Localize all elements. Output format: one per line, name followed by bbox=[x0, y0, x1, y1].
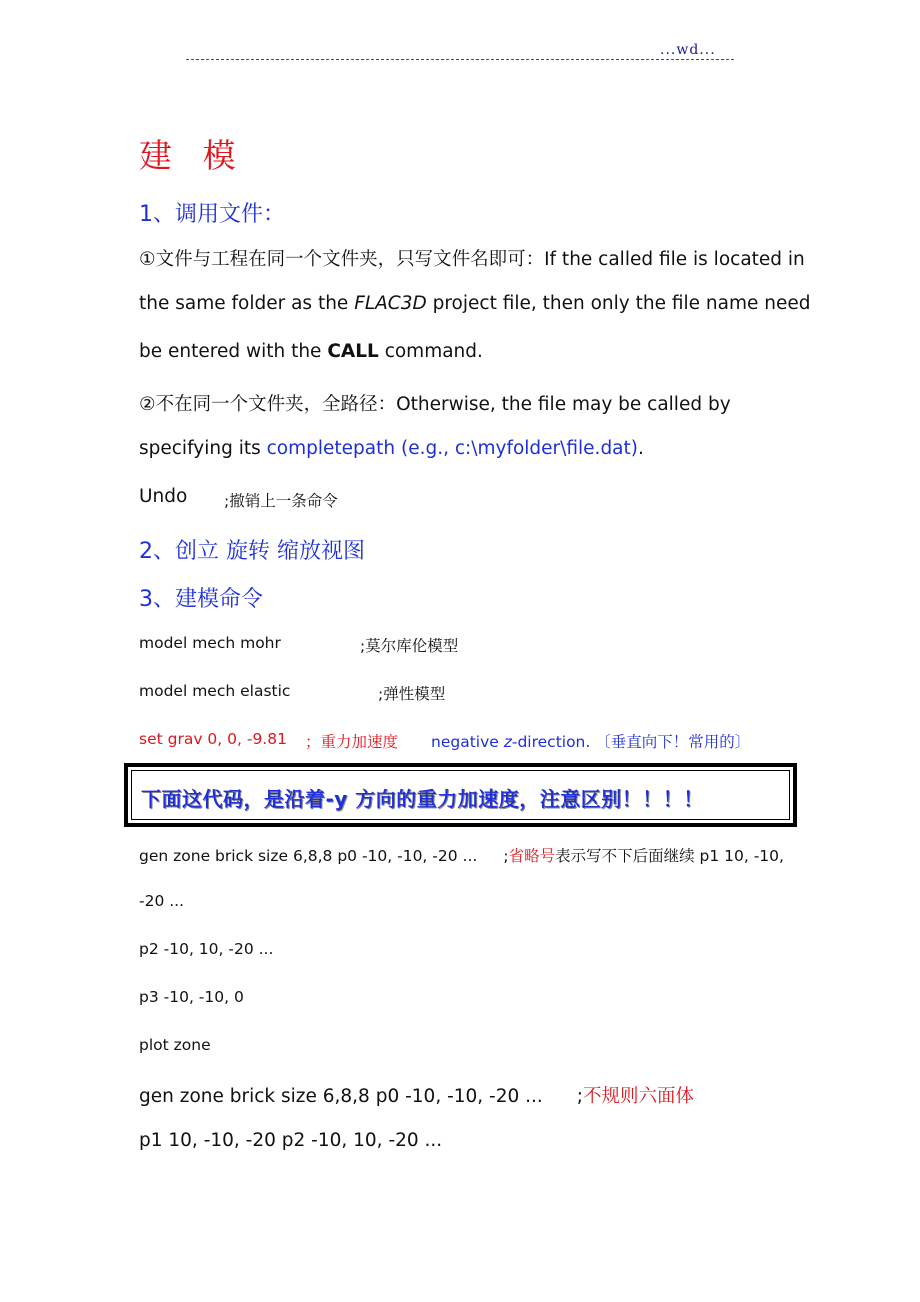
grav-note-axis: z bbox=[503, 733, 512, 751]
gen2-line1 bbox=[139, 1082, 694, 1108]
header-mark: ...wd... bbox=[660, 42, 716, 58]
para1-line2-b: project file, then only the file name need bbox=[426, 293, 811, 314]
para2-line2-a: specifying its bbox=[139, 438, 267, 459]
section-heading-2: 2、创立 旋转 缩放视图 bbox=[139, 539, 365, 564]
para2-line2-b: . bbox=[638, 438, 644, 459]
model-mohr-command: model mech mohr bbox=[139, 634, 281, 652]
grav-command: set grav 0, 0, -9.81 bbox=[139, 730, 287, 748]
gen2-line1-code: gen zone brick size 6,8,8 p0 -10, -10, -20 ... bbox=[139, 1086, 543, 1107]
para1-line3-a: be entered with the bbox=[139, 341, 328, 362]
para2-line2 bbox=[139, 438, 644, 459]
para1-line2 bbox=[139, 293, 811, 314]
gen1-line1-ellipsis-label: 省略号 bbox=[508, 847, 556, 865]
model-mohr-comment: ;莫尔库伦模型 bbox=[360, 637, 459, 655]
model-elastic-command: model mech elastic bbox=[139, 682, 291, 700]
undo-comment: ;撤销上一条命令 bbox=[224, 492, 338, 510]
page-title: 建 模 bbox=[139, 136, 246, 175]
gen1-line1 bbox=[139, 844, 784, 866]
para2-line1 bbox=[139, 390, 781, 416]
para1-call-keyword: CALL bbox=[327, 341, 379, 362]
undo-command: Undo bbox=[139, 486, 188, 507]
para2-line1-text: ②不在同一个文件夹，全路径：Otherwise, the file may be called by bbox=[139, 394, 731, 415]
gen2-line1-comment: 不规则六面体 bbox=[583, 1086, 695, 1107]
grav-note-b: -direction. 〔垂直向下！常用的〕 bbox=[511, 733, 751, 751]
gen1-line3: p2 -10, 10, -20 ... bbox=[139, 940, 274, 958]
callout-text: 下面这代码，是沿着-y 方向的重力加速度，注意区别！！！！ bbox=[141, 787, 704, 811]
para1-line3 bbox=[139, 341, 483, 362]
para1-line2-a: the same folder as the bbox=[139, 293, 355, 314]
callout-box bbox=[124, 763, 797, 827]
gen1-line1-sep: ; bbox=[503, 847, 509, 865]
grav-note-a: negative bbox=[431, 733, 504, 751]
para1-software-name: FLAC3D bbox=[354, 293, 427, 314]
gen2-line1-sep: ; bbox=[576, 1086, 584, 1107]
gen2-line2: p1 10, -10, -20 p2 -10, 10, -20 ... bbox=[139, 1130, 443, 1151]
para1-line1: ①文件与工程在同一个文件夹，只写文件名即可：If the called file is located in bbox=[139, 249, 805, 270]
gen1-line5: plot zone bbox=[139, 1036, 211, 1054]
section-heading-3: 3、建模命令 bbox=[139, 587, 263, 612]
gen1-line4: p3 -10, -10, 0 bbox=[139, 988, 244, 1006]
model-elastic-comment: ;弹性模型 bbox=[378, 685, 446, 703]
grav-direction-note bbox=[431, 730, 750, 752]
section-heading-1: 1、调用文件： bbox=[139, 202, 285, 227]
para2-path-link[interactable]: completepath (e.g., c:\myfolder\file.dat) bbox=[266, 438, 638, 459]
gen1-line1-code: gen zone brick size 6,8,8 p0 -10, -10, -20 ... bbox=[139, 847, 478, 865]
grav-comment: ；重力加速度 bbox=[305, 733, 399, 751]
header-divider bbox=[186, 59, 734, 60]
gen1-line1-rest: 表示写不下后面继续 p1 10, -10, bbox=[555, 847, 784, 865]
para1-line3-b: command. bbox=[378, 341, 483, 362]
gen1-line2: -20 ... bbox=[139, 892, 185, 910]
